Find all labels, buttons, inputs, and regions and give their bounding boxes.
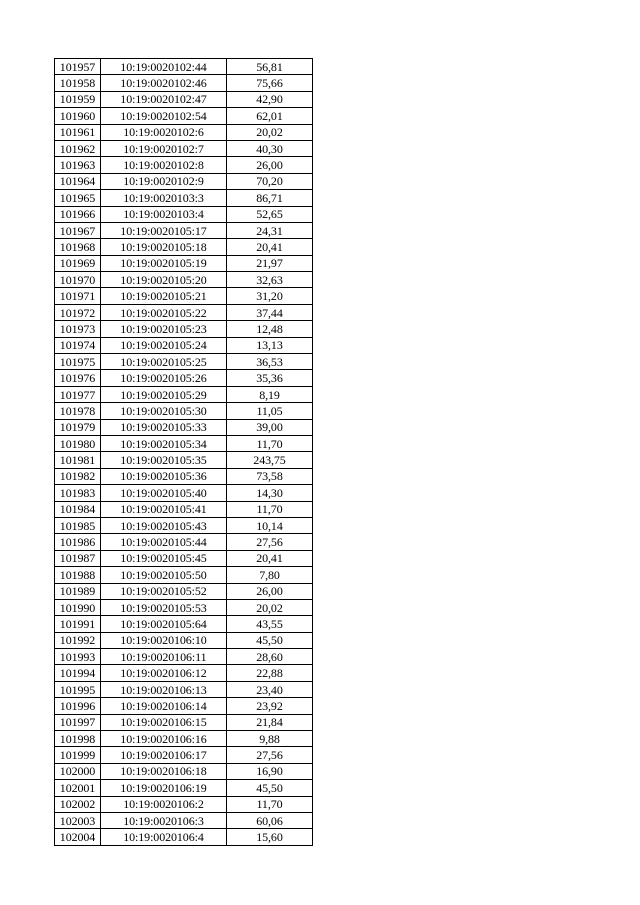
cell-value: 86,71 [227,190,313,206]
cell-record-id: 101993 [55,649,101,665]
cell-record-id: 101986 [55,534,101,550]
cell-cadastral-number: 10:19:0020105:40 [101,485,227,501]
table-row [55,829,313,845]
cell-value: 20,02 [227,124,313,140]
cell-value: 36,53 [227,354,313,370]
table-row [55,534,313,550]
cell-value: 8,19 [227,386,313,402]
cell-record-id: 101981 [55,452,101,468]
cell-cadastral-number: 10:19:0020105:26 [101,370,227,386]
cell-value: 40,30 [227,140,313,156]
cell-record-id: 101978 [55,403,101,419]
table-row [55,517,313,533]
cell-record-id: 101968 [55,239,101,255]
cell-cadastral-number: 10:19:0020105:24 [101,337,227,353]
table-row [55,108,313,124]
table-row [55,599,313,615]
table-row [55,583,313,599]
cell-value: 27,56 [227,747,313,763]
table-row [55,616,313,632]
cell-cadastral-number: 10:19:0020105:35 [101,452,227,468]
cell-value: 23,40 [227,681,313,697]
table-row [55,59,313,75]
cell-value: 32,63 [227,272,313,288]
table-row [55,157,313,173]
cell-record-id: 101979 [55,419,101,435]
cell-record-id: 101985 [55,517,101,533]
cell-value: 42,90 [227,91,313,107]
cell-record-id: 101990 [55,599,101,615]
cell-record-id: 101972 [55,304,101,320]
cell-cadastral-number: 10:19:0020102:47 [101,91,227,107]
cell-cadastral-number: 10:19:0020105:23 [101,321,227,337]
table-row [55,485,313,501]
cell-value: 11,70 [227,501,313,517]
cell-record-id: 101997 [55,714,101,730]
data-table [54,58,313,846]
cell-record-id: 101975 [55,354,101,370]
cell-cadastral-number: 10:19:0020105:17 [101,222,227,238]
table-row [55,632,313,648]
cell-value: 10,14 [227,517,313,533]
cell-cadastral-number: 10:19:0020106:12 [101,665,227,681]
cell-record-id: 101960 [55,108,101,124]
cell-value: 62,01 [227,108,313,124]
cell-cadastral-number: 10:19:0020102:46 [101,75,227,91]
table-row [55,222,313,238]
cell-record-id: 101959 [55,91,101,107]
cell-cadastral-number: 10:19:0020106:19 [101,780,227,796]
cell-record-id: 101984 [55,501,101,517]
cell-value: 70,20 [227,173,313,189]
cell-record-id: 101996 [55,698,101,714]
cell-cadastral-number: 10:19:0020105:50 [101,567,227,583]
cell-value: 16,90 [227,763,313,779]
cell-record-id: 101995 [55,681,101,697]
cell-value: 12,48 [227,321,313,337]
table-row [55,206,313,222]
cell-value: 45,50 [227,632,313,648]
cell-record-id: 101970 [55,272,101,288]
cell-record-id: 101963 [55,157,101,173]
cell-record-id: 101988 [55,567,101,583]
cell-record-id: 101992 [55,632,101,648]
table-row [55,649,313,665]
cell-record-id: 101966 [55,206,101,222]
cell-value: 20,41 [227,239,313,255]
cell-cadastral-number: 10:19:0020105:21 [101,288,227,304]
cell-record-id: 101998 [55,731,101,747]
cell-cadastral-number: 10:19:0020105:18 [101,239,227,255]
cell-cadastral-number: 10:19:0020102:7 [101,140,227,156]
cell-record-id: 102000 [55,763,101,779]
table-row [55,272,313,288]
cell-value: 37,44 [227,304,313,320]
cell-value: 23,92 [227,698,313,714]
cell-value: 11,70 [227,796,313,812]
table-row [55,714,313,730]
table-row [55,403,313,419]
cell-cadastral-number: 10:19:0020106:10 [101,632,227,648]
table-row [55,255,313,271]
cell-cadastral-number: 10:19:0020102:54 [101,108,227,124]
cell-cadastral-number: 10:19:0020106:3 [101,812,227,828]
table-row [55,140,313,156]
cell-record-id: 101967 [55,222,101,238]
cell-record-id: 101964 [55,173,101,189]
table-row [55,731,313,747]
cell-value: 60,06 [227,812,313,828]
cell-cadastral-number: 10:19:0020105:45 [101,550,227,566]
cell-value: 75,66 [227,75,313,91]
cell-cadastral-number: 10:19:0020102:6 [101,124,227,140]
cell-record-id: 101958 [55,75,101,91]
table-row [55,435,313,451]
spreadsheet-page [54,58,313,846]
cell-record-id: 101974 [55,337,101,353]
table-row [55,681,313,697]
cell-value: 56,81 [227,59,313,75]
cell-record-id: 101973 [55,321,101,337]
table-body [55,59,313,846]
table-row [55,763,313,779]
cell-record-id: 101994 [55,665,101,681]
table-row [55,239,313,255]
table-row [55,124,313,140]
cell-cadastral-number: 10:19:0020105:43 [101,517,227,533]
cell-record-id: 101961 [55,124,101,140]
cell-value: 22,88 [227,665,313,681]
cell-cadastral-number: 10:19:0020103:3 [101,190,227,206]
cell-record-id: 101962 [55,140,101,156]
cell-record-id: 102001 [55,780,101,796]
table-row [55,370,313,386]
cell-cadastral-number: 10:19:0020105:29 [101,386,227,402]
cell-value: 20,02 [227,599,313,615]
table-row [55,75,313,91]
table-row [55,468,313,484]
cell-record-id: 101957 [55,59,101,75]
cell-cadastral-number: 10:19:0020105:25 [101,354,227,370]
cell-record-id: 102004 [55,829,101,845]
cell-record-id: 101999 [55,747,101,763]
cell-value: 45,50 [227,780,313,796]
cell-cadastral-number: 10:19:0020103:4 [101,206,227,222]
table-row [55,419,313,435]
table-row [55,567,313,583]
table-row [55,354,313,370]
table-row [55,698,313,714]
cell-value: 28,60 [227,649,313,665]
cell-cadastral-number: 10:19:0020105:33 [101,419,227,435]
table-row [55,321,313,337]
cell-value: 243,75 [227,452,313,468]
cell-value: 21,84 [227,714,313,730]
cell-record-id: 101980 [55,435,101,451]
table-row [55,747,313,763]
cell-cadastral-number: 10:19:0020106:11 [101,649,227,665]
cell-value: 11,05 [227,403,313,419]
cell-record-id: 101971 [55,288,101,304]
cell-cadastral-number: 10:19:0020105:22 [101,304,227,320]
cell-cadastral-number: 10:19:0020106:4 [101,829,227,845]
cell-value: 24,31 [227,222,313,238]
cell-cadastral-number: 10:19:0020105:30 [101,403,227,419]
cell-cadastral-number: 10:19:0020102:9 [101,173,227,189]
table-row [55,665,313,681]
cell-value: 26,00 [227,583,313,599]
cell-value: 14,30 [227,485,313,501]
cell-record-id: 102003 [55,812,101,828]
cell-record-id: 101969 [55,255,101,271]
cell-record-id: 102002 [55,796,101,812]
cell-cadastral-number: 10:19:0020106:18 [101,763,227,779]
cell-cadastral-number: 10:19:0020102:8 [101,157,227,173]
cell-value: 43,55 [227,616,313,632]
cell-cadastral-number: 10:19:0020105:52 [101,583,227,599]
cell-value: 15,60 [227,829,313,845]
table-row [55,796,313,812]
cell-record-id: 101982 [55,468,101,484]
cell-cadastral-number: 10:19:0020106:15 [101,714,227,730]
table-row [55,91,313,107]
cell-value: 73,58 [227,468,313,484]
table-row [55,337,313,353]
cell-cadastral-number: 10:19:0020106:16 [101,731,227,747]
table-row [55,550,313,566]
cell-record-id: 101987 [55,550,101,566]
cell-value: 7,80 [227,567,313,583]
cell-cadastral-number: 10:19:0020105:53 [101,599,227,615]
cell-record-id: 101991 [55,616,101,632]
cell-value: 52,65 [227,206,313,222]
cell-cadastral-number: 10:19:0020105:36 [101,468,227,484]
cell-value: 11,70 [227,435,313,451]
cell-value: 27,56 [227,534,313,550]
table-row [55,173,313,189]
cell-value: 21,97 [227,255,313,271]
table-row [55,304,313,320]
cell-cadastral-number: 10:19:0020105:34 [101,435,227,451]
cell-record-id: 101977 [55,386,101,402]
cell-cadastral-number: 10:19:0020105:19 [101,255,227,271]
cell-cadastral-number: 10:19:0020106:14 [101,698,227,714]
cell-value: 26,00 [227,157,313,173]
table-row [55,812,313,828]
cell-value: 31,20 [227,288,313,304]
cell-cadastral-number: 10:19:0020105:44 [101,534,227,550]
cell-record-id: 101976 [55,370,101,386]
table-row [55,780,313,796]
cell-record-id: 101983 [55,485,101,501]
cell-value: 9,88 [227,731,313,747]
cell-cadastral-number: 10:19:0020106:13 [101,681,227,697]
table-row [55,452,313,468]
cell-value: 39,00 [227,419,313,435]
table-row [55,190,313,206]
cell-cadastral-number: 10:19:0020105:41 [101,501,227,517]
cell-cadastral-number: 10:19:0020102:44 [101,59,227,75]
cell-value: 20,41 [227,550,313,566]
table-row [55,501,313,517]
cell-record-id: 101965 [55,190,101,206]
table-row [55,386,313,402]
cell-value: 13,13 [227,337,313,353]
cell-value: 35,36 [227,370,313,386]
cell-cadastral-number: 10:19:0020106:17 [101,747,227,763]
cell-cadastral-number: 10:19:0020105:20 [101,272,227,288]
table-row [55,288,313,304]
cell-cadastral-number: 10:19:0020106:2 [101,796,227,812]
cell-cadastral-number: 10:19:0020105:64 [101,616,227,632]
cell-record-id: 101989 [55,583,101,599]
